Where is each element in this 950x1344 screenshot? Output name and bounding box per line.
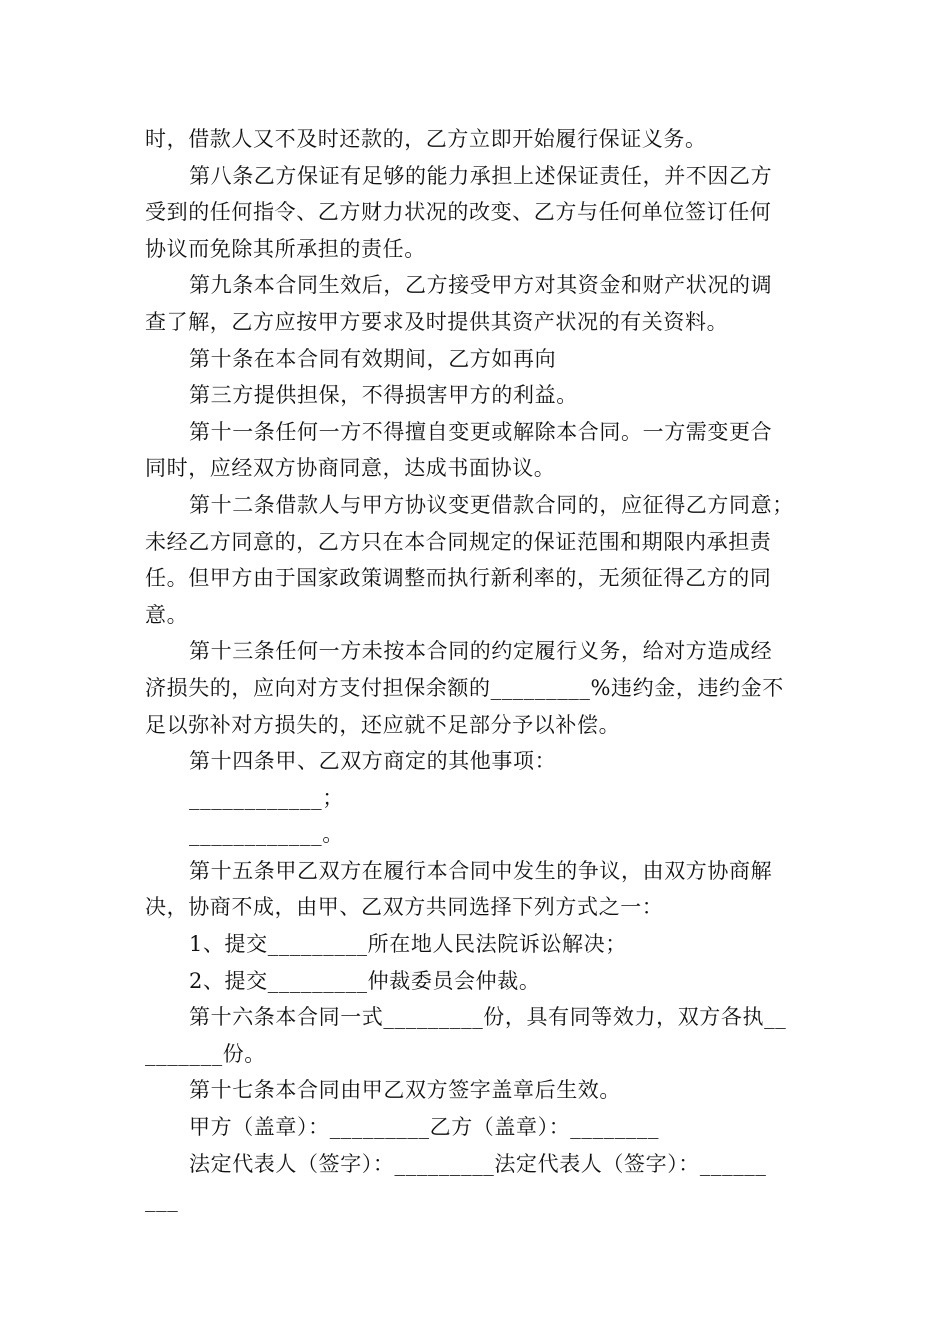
- text-line: 1、提交_________所在地人民法院诉讼解决；: [189, 932, 627, 957]
- text-line: 第八条乙方保证有足够的能力承担上述保证责任，并不因乙方: [189, 163, 773, 188]
- text-line: 时，借款人又不及时还款的，乙方立即开始履行保证义务。: [145, 127, 707, 151]
- text-line: 2、提交_________仲裁委员会仲裁。: [189, 968, 541, 993]
- text-line: ____________；: [189, 785, 344, 810]
- text-line: 未经乙方同意的，乙方只在本合同规定的保证范围和期限内承担责: [145, 529, 772, 554]
- text-line: ____________。: [189, 822, 344, 847]
- text-line: 第十五条甲乙双方在履行本合同中发生的争议，由双方协商解: [189, 858, 773, 883]
- text-line: 第十六条本合同一式_________份，具有同等效力，双方各执__: [189, 1005, 787, 1030]
- text-line: 甲方（盖章）：_________乙方（盖章）：________: [189, 1115, 660, 1140]
- text-line: 第十四条甲、乙双方商定的其他事项：: [189, 749, 557, 774]
- text-line: 第十七条本合同由甲乙双方签字盖章后生效。: [189, 1078, 621, 1103]
- text-line: 协议而免除其所承担的责任。: [145, 236, 426, 261]
- text-line: 第九条本合同生效后，乙方接受甲方对其资金和财产状况的调: [189, 273, 773, 298]
- text-line: 决，协商不成，由甲、乙双方共同选择下列方式之一：: [145, 895, 664, 920]
- text-line: 查了解，乙方应按甲方要求及时提供其资产状况的有关资料。: [145, 309, 729, 334]
- text-line: 同时，应经双方协商同意，达成书面协议。: [145, 456, 556, 481]
- text-line: ___: [145, 1188, 179, 1213]
- text-line: 法定代表人（签字）：_________法定代表人（签字）：______: [189, 1151, 767, 1176]
- text-line: _______份。: [145, 1041, 266, 1066]
- text-line: 济损失的，应向对方支付担保余额的_________%违约金，违约金不: [145, 675, 784, 700]
- text-line: 第十三条任何一方未按本合同的约定履行义务，给对方造成经: [189, 639, 773, 664]
- document-body: [145, 121, 810, 1219]
- text-line: 受到的任何指令、乙方财力状况的改变、乙方与任何单位签订任何: [145, 200, 772, 225]
- text-line: 第十条在本合同有效期间，乙方如再向: [189, 346, 557, 371]
- text-line: 第三方提供担保，不得损害甲方的利益。: [189, 383, 578, 408]
- text-line: 第十二条借款人与甲方协议变更借款合同的，应征得乙方同意；: [189, 492, 794, 517]
- text-line: 第十一条任何一方不得擅自变更或解除本合同。一方需变更合: [189, 419, 773, 444]
- text-line: 任。但甲方由于国家政策调整而执行新利率的，无须征得乙方的同: [145, 566, 772, 591]
- text-line: 足以弥补对方损失的，还应就不足部分予以补偿。: [145, 712, 621, 737]
- text-line: 意。: [145, 602, 189, 627]
